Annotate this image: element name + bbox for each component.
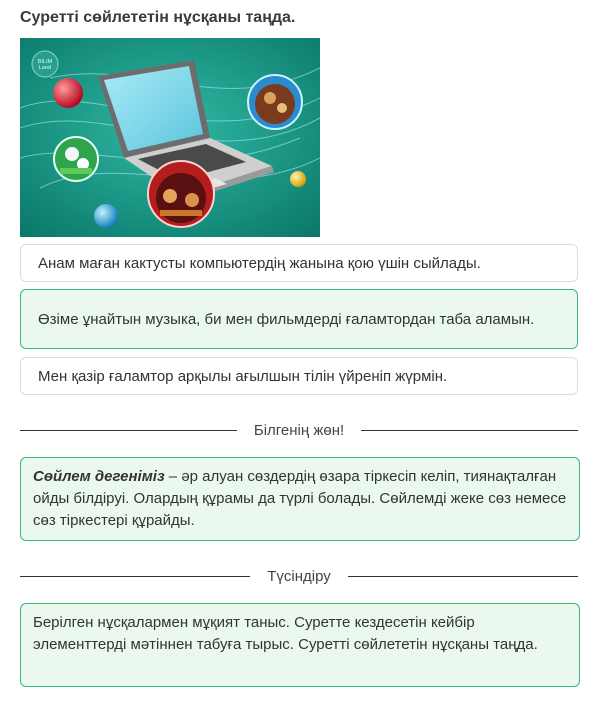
explain-section-box	[20, 603, 580, 687]
definition-text: – әр алуан сөздердің өзара тіркесіп келіп, тиянақталған ойды білдіруі. Олардың құрамы да түрлі болады. Сөйлемді жеке сөз немесе сөз тіркестері құрайды.	[33, 468, 567, 529]
answer-option-1[interactable]	[20, 244, 578, 282]
question-title: Суретті сөйлететін нұсқаны таңда.	[20, 9, 296, 26]
question-image	[20, 38, 320, 237]
divider-line	[20, 430, 237, 431]
blue-bubble	[94, 204, 118, 228]
answer-option-text: Өзіме ұнайтын музыка, би мен фильмдерді ғаламтордан таба аламын.	[38, 310, 535, 328]
divider-line	[348, 576, 578, 577]
svg-text:BILIM: BILIM	[37, 59, 53, 65]
divider-line	[361, 430, 578, 431]
explain-section-divider	[20, 566, 578, 586]
answer-option-text: Анам маған кактусты компьютердің жанына қою үшін сыйлады.	[38, 254, 481, 272]
know-section-box	[20, 457, 580, 541]
answer-option-3[interactable]	[20, 357, 578, 395]
know-section-divider	[20, 420, 578, 440]
explain-section-heading: Түсіндіру	[267, 567, 331, 585]
red-bubble	[53, 78, 83, 108]
laptop-illustration	[20, 38, 320, 237]
answer-option-2-correct[interactable]	[20, 289, 578, 349]
answer-option-text: Мен қазір ғаламтор арқылы ағылшын тілін үйреніп жүрмін.	[38, 367, 448, 385]
divider-line	[20, 576, 250, 577]
explain-text: Берілген нұсқалармен мұқият таныс. Суретте кездесетін кейбір элементтерді мәтіннен табуға тырыс. Суретті сөйлететін нұсқаны таңда.	[33, 614, 538, 653]
photo-bubble-bottom	[148, 161, 214, 227]
photo-bubble-top	[248, 75, 302, 129]
bilimland-logo	[32, 51, 58, 77]
yellow-bubble	[290, 171, 306, 187]
photo-bubble-left	[54, 137, 98, 181]
know-section-heading: Білгенің жөн!	[253, 421, 345, 439]
svg-text:Land: Land	[38, 65, 52, 71]
definition-term: Сөйлем дегеніміз	[33, 468, 165, 485]
